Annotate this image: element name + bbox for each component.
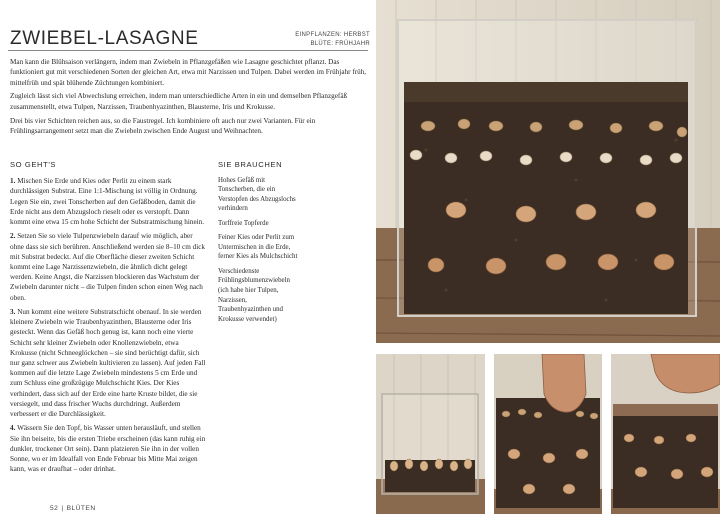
planting-season: EINPFLANZEN: HERBST [295, 32, 370, 38]
step-item [10, 231, 206, 302]
photo-step-hand-placing-bulbs [494, 354, 602, 514]
step-item [10, 423, 206, 474]
hand-adding-gravel-icon [611, 354, 720, 514]
bloom-season: BLÜTE: FRÜHJAHR [310, 41, 370, 47]
page-title: ZWIEBEL-LASAGNE [10, 28, 199, 49]
step-item [10, 307, 206, 419]
photo-step-bulbs-in-empty-glass [376, 354, 485, 514]
title-divider [8, 50, 368, 51]
glass-box-with-bulb-layers-icon [376, 0, 720, 343]
season-info [295, 31, 370, 49]
material-item: Feiner Kies oder Perlit zum Untermischen in die Erde, ferner Kies als Mulchschicht [218, 234, 298, 261]
step-number: 1. [10, 177, 16, 186]
material-item: Hohes Gefäß mit Tonscherben, die ein Verstopfen des Abzugslochs verhindern [218, 176, 296, 213]
page-footer: 52 | BLÜTEN [50, 505, 96, 512]
material-item: Torffreie Topferde [218, 219, 269, 227]
photo-main-glass-container [376, 0, 720, 343]
step-text: Setzen Sie so viele Tulpenzwiebeln darauf wie möglich, aber ohne dass sie sich berühren. Anschließend werden sie 8–10 cm dick mit Substrat bedeckt. Auf die Oberfläche dieser zweiten Schicht kommt eine Lage Narzissenzwiebeln, die ähnlich dicht gelegt werden. Keine Angst, die Narzissen blockieren das Wachstum der Zwiebeln darunter nicht – die Tulpen finden schon einen Weg nach oben. [10, 232, 206, 302]
photo-step-hand-adding-gravel [611, 354, 720, 514]
intro-paragraph: Man kann die Blühsaison verlängern, indem man Zwiebeln in Pflanzgefäßen wie Lasagne geschichtet pflanzt. Das funktioniert gut mit verschiedenen Sorten der gleichen Art, etwa mit Narzissen und Tulpen. Dabei werden im Frühjahr früh, mittelfrüh und spät blühende Züchtungen kombiniert. [10, 58, 367, 87]
glass-box-bottom-bulbs-icon [376, 354, 485, 514]
step-number: 4. [10, 424, 16, 433]
section-name: BLÜTEN [66, 505, 96, 512]
instructions-heading: SO GEHT'S [10, 160, 57, 169]
intro-text [10, 57, 368, 140]
page-number: 52 [50, 505, 59, 512]
material-item: Verschiedenste Frühlingsblumenzwiebeln (ich habe hier Tulpen, Narzissen, Traubenhyazinthen und Krokusse verwendet) [218, 267, 290, 323]
step-number: 3. [10, 308, 16, 317]
step-text: Wässern Sie den Topf, bis Wasser unten herausläuft, und stellen Sie ihn beiseite, bis die ersten Triebe erscheinen (das kann ruhig ein dunkler, trockener Ort sein). Dann platzieren Sie ihn in der vollen Sonne, wo er im Idealfall von Ende Februar bis Mitte Mai zeigen kann, was er draufhat – oder drinhat. [10, 424, 206, 474]
step-text: Nun kommt eine weitere Substratschicht obenauf. In sie werden kleinere Zwiebeln wie Traubenhyazinthen, Blausterne oder Iris gesteckt. Wenn das Gefäß hoch genug ist, kann noch eine vierte Schicht sehr kleiner Zwiebeln oder Knollenzwiebeln, etwa Krokusse (nicht Schneeglöckchen – sie sind berüchtigt dafür, sich nur ganz schwer aus Zwiebeln kultivieren zu lassen). Auf jeden Fall kommen auf die letzte Lage Zwiebeln mindestens 5 cm Erde und zum Schluss eine großzügige Mulchschicht Kies. Der Kies verhindert, dass sich auf der Erde eine harte Kruste bildet, die sie versiegelt, und dass frischer Wuchs durchdringt. Außerdem verbessert er die Durchlässigkeit. [10, 308, 206, 419]
instructions-column [10, 160, 206, 479]
intro-paragraph: Drei bis vier Schichten reichen aus, so die Faustregel. Ich kombiniere oft auch nur zwei Varianten. Für ein Frühlingsarrangement setzt man die Zwiebeln zwischen Ende August und Weihnachten. [10, 116, 316, 135]
step-text: Mischen Sie Erde und Kies oder Perlit zu einem stark durchlässigen Substrat. Eine 1:1-Mischung ist völlig in Ordnung. Legen Sie ein, zwei Tonscherben auf den Gefäßboden, damit die Erde nicht aus dem Abzugsloch rieselt oder es verstopft. Dann kommt eine etwa 15 cm hohe Schicht der Substratmischung hinein. [10, 177, 205, 227]
materials-heading: SIE BRAUCHEN [218, 160, 283, 169]
step-item [10, 176, 206, 227]
step-number: 2. [10, 232, 16, 241]
hand-placing-bulbs-icon [494, 354, 602, 514]
intro-paragraph: Zugleich lässt sich viel Abwechslung erreichen, indem man unterschiedliche Arten in ein und demselben Pflanzgefäß zusammenstellt, etwa Tulpen, Narzissen, Traubenhyazinthen, Blausterne, Iris und Krokusse. [10, 92, 348, 111]
materials-column [218, 160, 300, 329]
